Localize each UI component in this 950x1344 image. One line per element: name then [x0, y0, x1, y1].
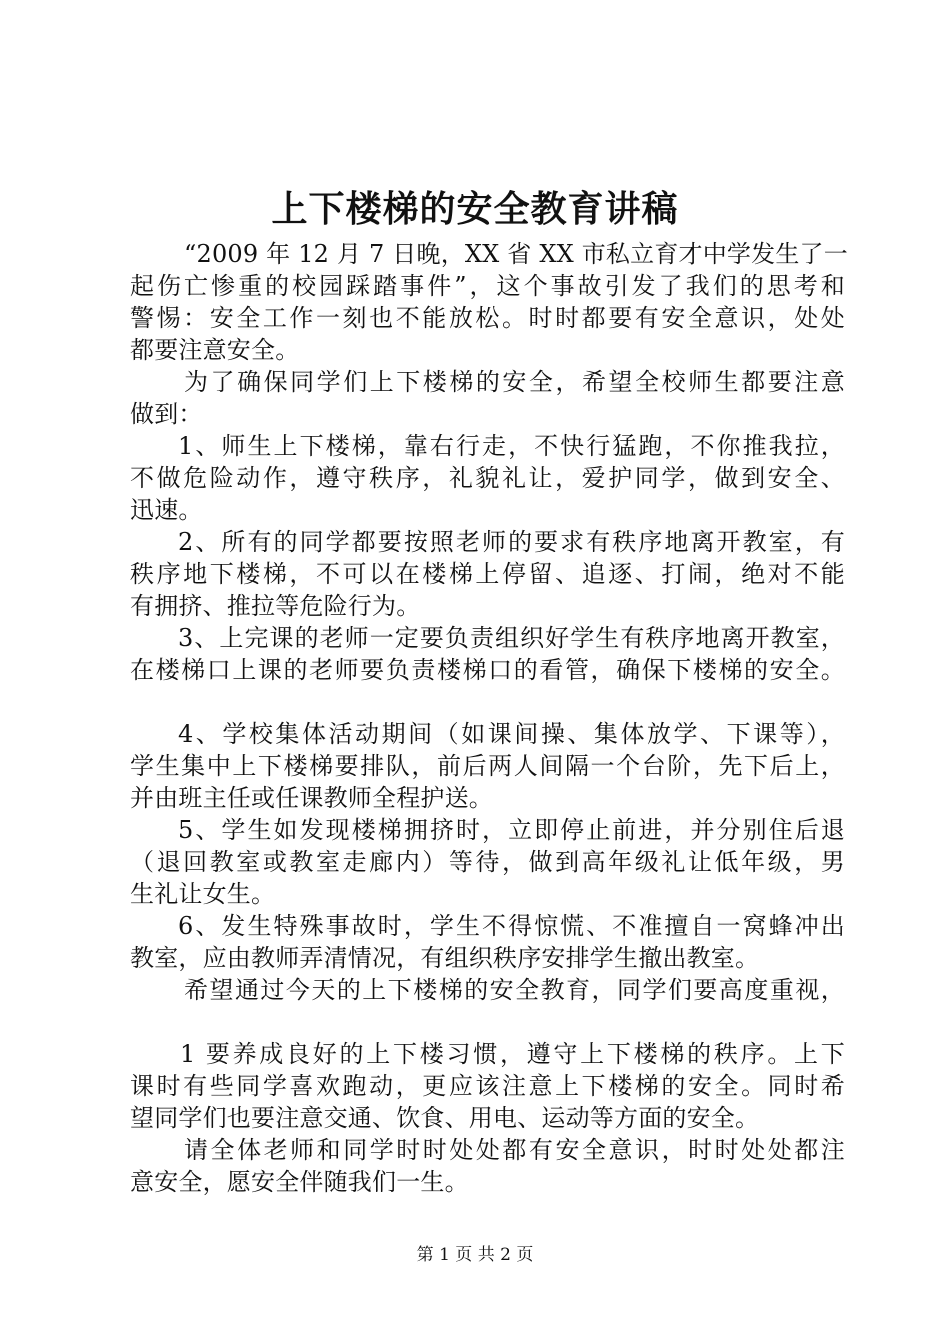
- paragraph-1-line-2: 起伤亡惨重的校园踩踏事件”，这个事故引发了我们的思考和: [130, 272, 845, 300]
- paragraph-10-line-2: 课时有些同学喜欢跑动，更应该注意上下楼梯的安全。同时希: [130, 1072, 845, 1100]
- blank-line: [130, 686, 845, 718]
- paragraph-7-line-3: 生礼让女生。: [130, 880, 276, 908]
- document-title: 上下楼梯的安全教育讲稿: [271, 188, 679, 230]
- paragraph-1-line-3: 警惕：安全工作一刻也不能放松。时时都要有安全意识，处处: [130, 304, 845, 332]
- paragraph-10-line-1: 1 要养成良好的上下楼习惯，遵守上下楼梯的秩序。上下: [180, 1040, 845, 1068]
- paragraph-3-line-2: 不做危险动作，遵守秩序，礼貌礼让，爱护同学，做到安全、: [130, 464, 845, 492]
- document-body: [130, 238, 848, 1198]
- paragraph-6-line-3: 并由班主任或任课教师全程护送。: [130, 784, 493, 812]
- paragraph-6-line-2: 学生集中上下楼梯要排队，前后两人间隔一个台阶，先下后上，: [130, 752, 845, 780]
- paragraph-6-line-1: 4、学校集体活动期间（如课间操、集体放学、下课等），: [178, 720, 845, 748]
- paragraph-8-line-2: 教室，应由教师弄清情况，有组织秩序安排学生撤出教室。: [130, 944, 760, 972]
- paragraph-3-line-1: 1、师生上下楼梯，靠右行走，不快行猛跑，不你推我拉，: [178, 432, 845, 460]
- blank-line: [130, 1006, 845, 1038]
- paragraph-8-line-1: 6、发生特殊事故时，学生不得惊慌、不准擅自一窝蜂冲出: [178, 912, 845, 940]
- paragraph-1-line-4: 都要注意安全。: [130, 336, 300, 364]
- paragraph-2-line-1: 为了确保同学们上下楼梯的安全，希望全校师生都要注意: [184, 368, 845, 396]
- paragraph-1-line-1: “2009 年 12 月 7 日晚，XX 省 XX 市私立育才中学发生了一: [184, 240, 848, 268]
- paragraph-4-line-1: 2、所有的同学都要按照老师的要求有秩序地离开教室，有: [178, 528, 845, 556]
- paragraph-2-line-2: 做到：: [130, 400, 203, 428]
- paragraph-3-line-3: 迅速。: [130, 496, 203, 524]
- paragraph-11-line-1: 请全体老师和同学时时处处都有安全意识，时时处处都注: [184, 1136, 845, 1164]
- paragraph-7-line-1: 5、学生如发现楼梯拥挤时，立即停止前进，并分别住后退: [178, 816, 845, 844]
- paragraph-7-line-2: （退回教室或教室走廊内）等待，做到高年级礼让低年级，男: [130, 848, 845, 876]
- paragraph-5-line-1: 3、上完课的老师一定要负责组织好学生有秩序地离开教室，: [178, 624, 845, 652]
- paragraph-5-line-2: 在楼梯口上课的老师要负责楼梯口的看管，确保下楼梯的安全。: [130, 656, 845, 684]
- paragraph-9-line-1: 希望通过今天的上下楼梯的安全教育，同学们要高度重视，: [184, 976, 845, 1004]
- paragraph-4-line-2: 秩序地下楼梯，不可以在楼梯上停留、追逐、打闹，绝对不能: [130, 560, 845, 588]
- page-footer: 第 1 页 共 2 页: [416, 1245, 534, 1265]
- paragraph-11-line-2: 意安全，愿安全伴随我们一生。: [130, 1168, 469, 1196]
- paragraph-4-line-3: 有拥挤、推拉等危险行为。: [130, 592, 421, 620]
- paragraph-10-line-3: 望同学们也要注意交通、饮食、用电、运动等方面的安全。: [130, 1104, 760, 1132]
